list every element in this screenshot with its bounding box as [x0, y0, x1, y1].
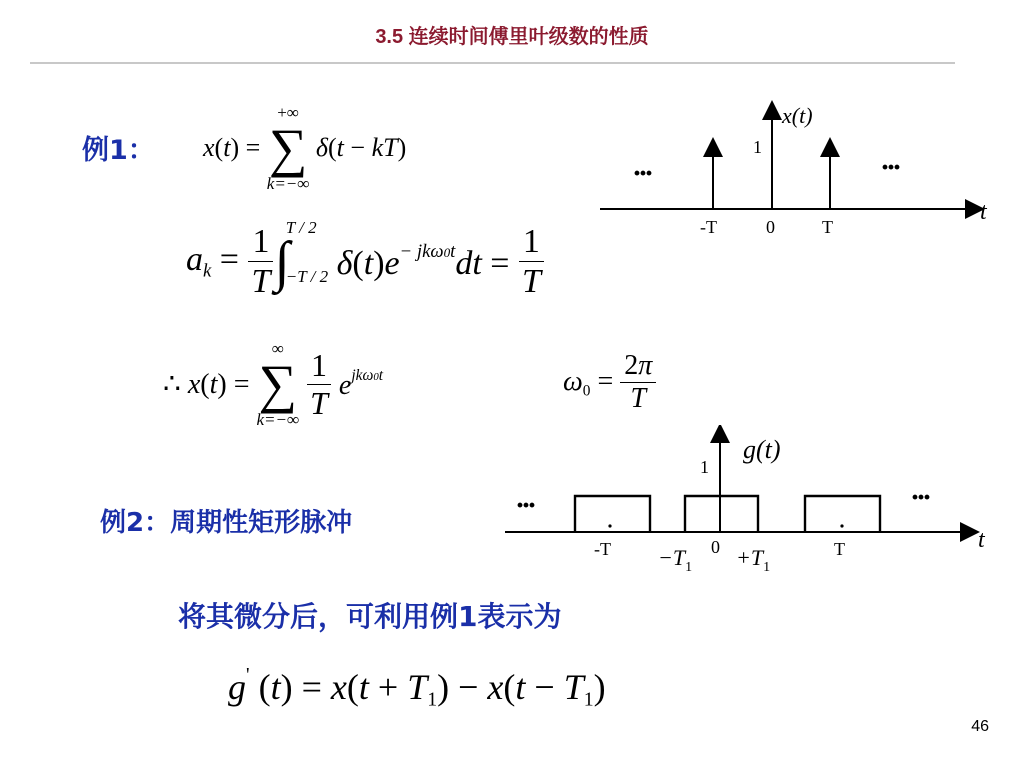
- pulse-center: [685, 496, 758, 532]
- formula-fourier-series: ∴ x(t) = ∞ ∑ k=−∞ $\frac{1}{T}$ $e^{jk\omega 0t}$: [163, 339, 383, 429]
- plot2-tick-plus-T1: $+T_1$: [736, 545, 771, 575]
- plot1-height-label: 1: [753, 137, 762, 157]
- formula-fourier-coefficient: $a_k$ = $\frac{1}{T}$ ∫ T / 2 −T / 2 $\delta(t)e^{- jk\omega 0t}dt$ = $\frac{1}{T}$: [186, 222, 545, 301]
- page-number: 46: [971, 718, 989, 735]
- formula-derivative: g' $(t) = x(t + T_1) - x(t - T_1)$: [228, 664, 606, 711]
- plot2-tick-minus-T: -T: [594, 539, 611, 559]
- formula-impulse-train: x(t) = +∞ ∑ k=−∞ δ(t − kT): [203, 103, 407, 193]
- formula-fundamental-frequency: $\omega_0$ = $\frac{2\pi}{T}$: [563, 350, 656, 415]
- example2-label: 例2：周期性矩形脉冲: [100, 508, 353, 538]
- plot2-ellipsis-left: ···: [515, 489, 534, 522]
- plot1-ellipsis-right: ···: [880, 151, 899, 184]
- plot1-tick-T: T: [822, 217, 833, 237]
- dot-T: [840, 524, 843, 527]
- plot2-tick-T: T: [834, 539, 845, 559]
- plot1-tick-zero: 0: [766, 217, 775, 237]
- impulse-train-plot: [590, 95, 1010, 245]
- plot2-ellipsis-right: ···: [910, 481, 929, 514]
- example1-label: 例1：: [82, 135, 155, 166]
- plot2-tick-minus-T1: $-T_1$: [658, 545, 693, 575]
- plot1-ylabel: x(t): [782, 103, 813, 128]
- rect-pulse-plot: [500, 425, 1010, 585]
- title-divider: [30, 62, 955, 64]
- plot1-tick-minus-T: -T: [700, 217, 717, 237]
- plot1-xlabel: t: [980, 199, 987, 225]
- dot-minus-T: [608, 524, 611, 527]
- plot2-tick-zero: 0: [711, 537, 720, 557]
- plot2-ylabel: g(t): [743, 435, 781, 464]
- pulse-left: [575, 496, 650, 532]
- plot2-xlabel: t: [978, 527, 985, 553]
- derivative-note: 将其微分后，可利用例1表示为: [178, 600, 562, 633]
- plot1-ellipsis-left: ···: [632, 157, 651, 190]
- slide-title: 3.5 连续时间傅里叶级数的性质: [375, 26, 649, 48]
- plot2-height-label: 1: [700, 457, 709, 477]
